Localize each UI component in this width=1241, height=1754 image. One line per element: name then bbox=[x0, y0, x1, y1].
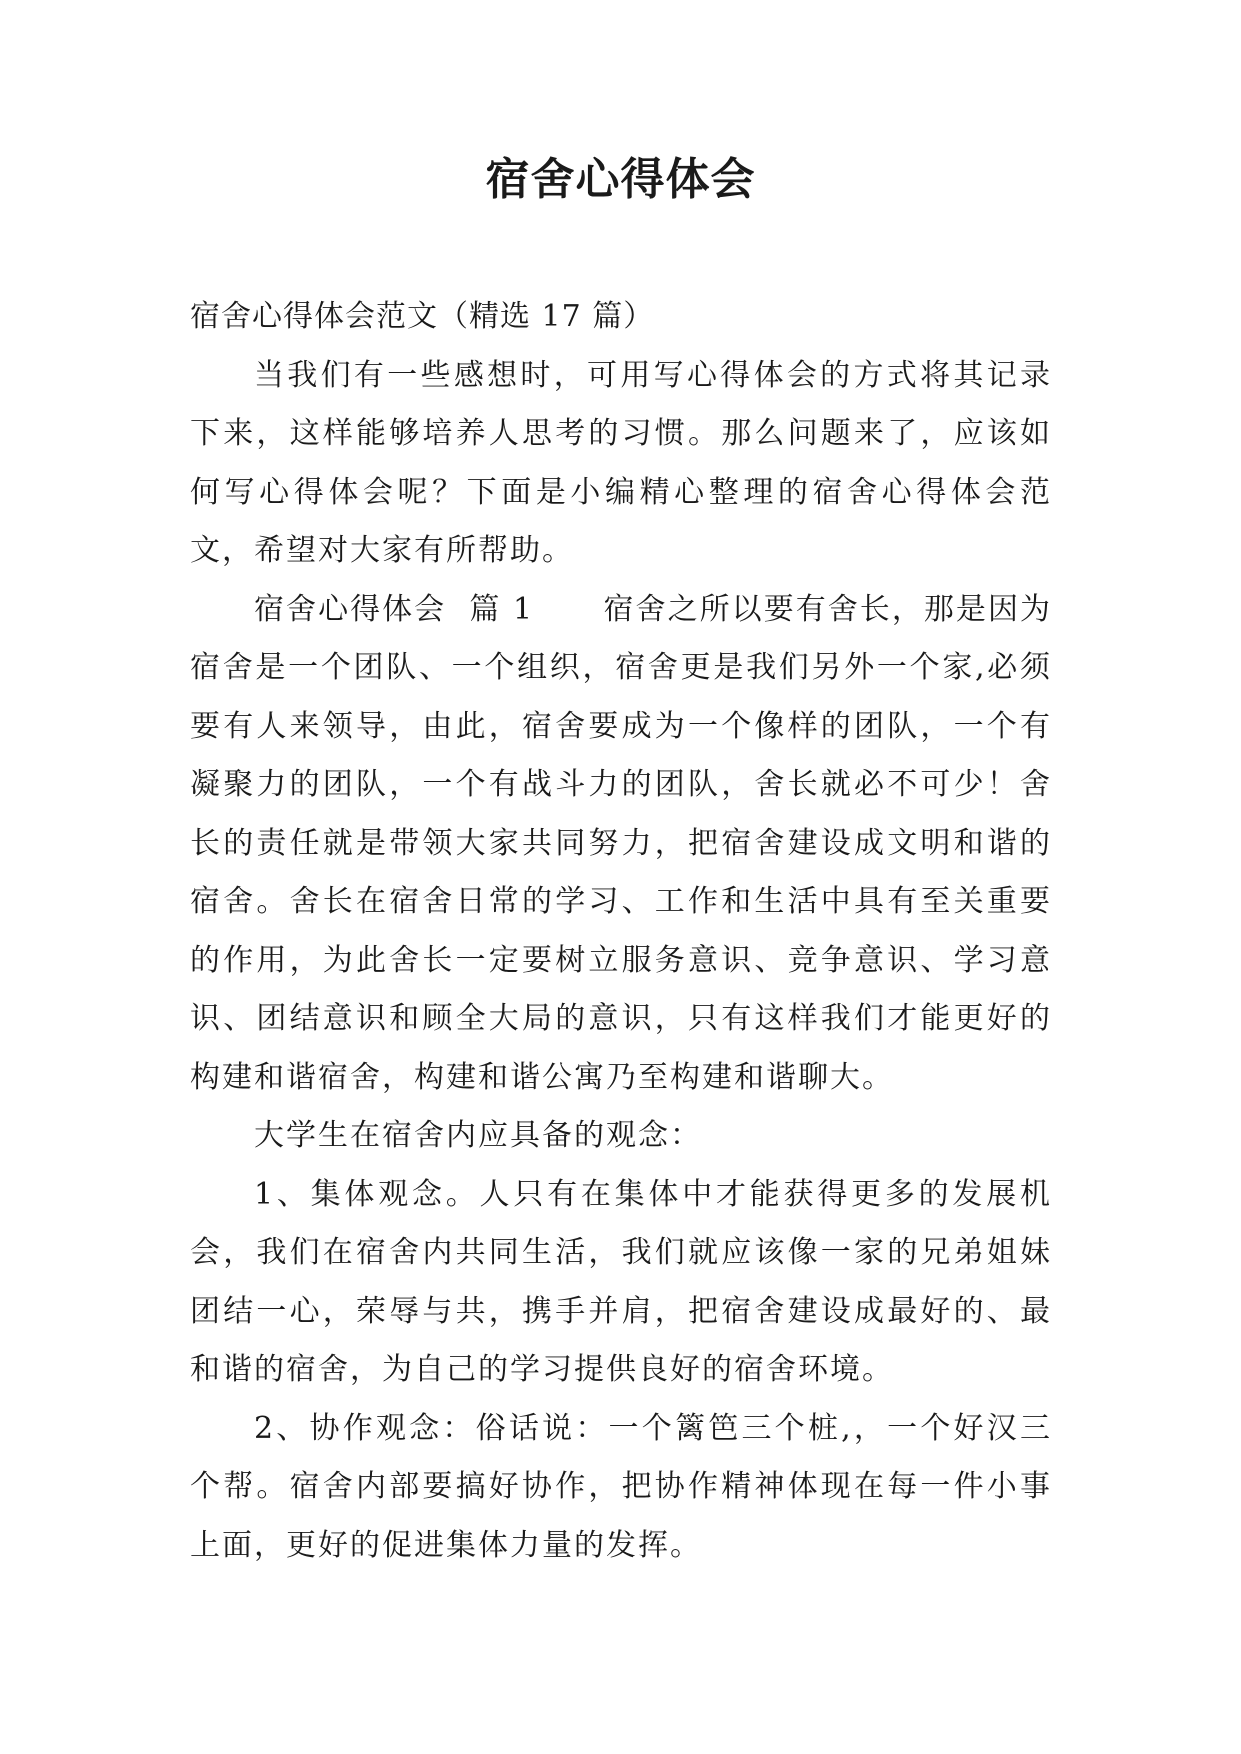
section-1-paragraph: 宿舍心得体会 篇 1 宿舍之所以要有舍长，那是因为宿舍是一个团队、一个组织，宿舍更是我们另外一个家,必须要有人来领导，由此，宿舍要成为一个像样的团队，一个有凝聚力的团队，一个有战斗力的团队，舍长就必不可少！舍长的责任就是带领大家共同努力，把宿舍建设成文明和谐的宿舍。舍长在宿舍日常的学习、工作和生活中具有至关重要的作用，为此舍长一定要树立服务意识、竞争意识、学习意识、团结意识和顾全大局的意识，只有这样我们才能更好的构建和谐宿舍，构建和谐公寓乃至构建和谐聊大。 bbox=[190, 591, 1052, 1095]
concepts-heading: 大学生在宿舍内应具备的观念： bbox=[254, 1118, 702, 1153]
document-title: 宿舍心得体会 bbox=[485, 154, 756, 205]
document-subtitle: 宿舍心得体会范文（精选 17 篇） bbox=[190, 299, 655, 334]
intro-paragraph: 当我们有一些感想时，可用写心得体会的方式将其记录下来，这样能够培养人思考的习惯。那么问题来了，应该如何写心得体会呢？下面是小编精心整理的宿舍心得体会范文，希望对大家有所帮助。 bbox=[190, 357, 1052, 568]
document-body bbox=[190, 288, 1052, 1575]
concept-2-paragraph: 2、协作观念：俗话说：一个篱笆三个桩,，一个好汉三个帮。宿舍内部要搞好协作，把协作精神体现在每一件小事上面，更好的促进集体力量的发挥。 bbox=[190, 1410, 1052, 1563]
concept-1-paragraph: 1、集体观念。人只有在集体中才能获得更多的发展机会，我们在宿舍内共同生活，我们就应该像一家的兄弟姐妹团结一心，荣辱与共，携手并肩，把宿舍建设成最好的、最和谐的宿舍，为自己的学习提供良好的宿舍环境。 bbox=[190, 1176, 1052, 1387]
